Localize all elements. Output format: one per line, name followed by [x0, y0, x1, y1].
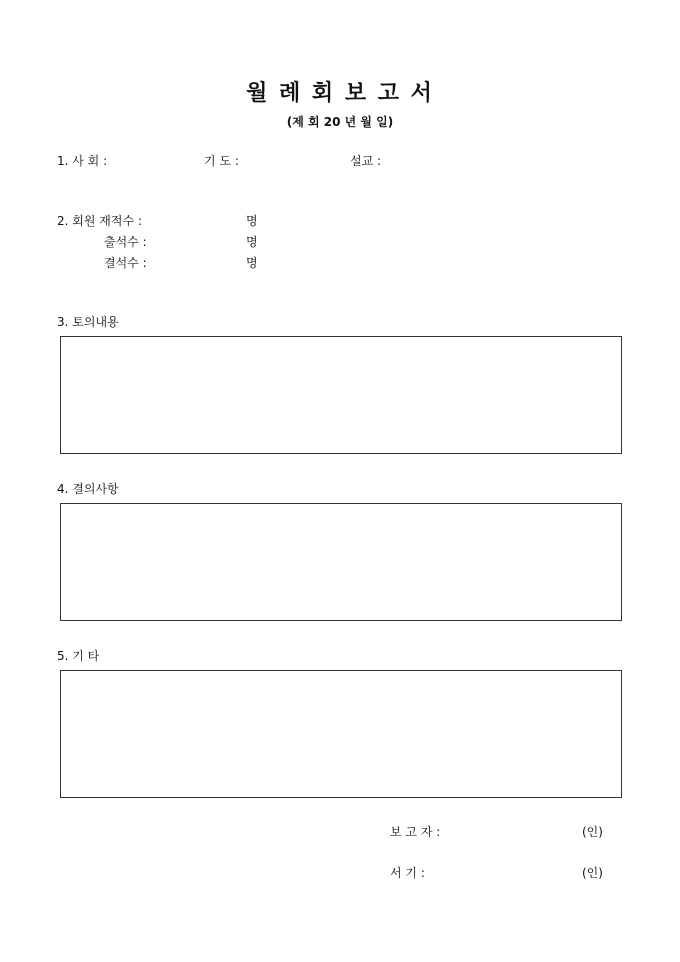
discussion-box[interactable]	[60, 336, 622, 454]
attendance-count-unit: 명	[246, 235, 258, 249]
attendance-count-label: 출석수 :	[104, 235, 147, 249]
enrolled-count-unit: 명	[246, 214, 258, 228]
secretary-seal: (인)	[582, 866, 603, 880]
resolutions-box[interactable]	[60, 503, 622, 621]
resolutions-label: 4. 결의사항	[57, 482, 119, 496]
presider-label: 1. 사 회 :	[57, 154, 108, 168]
secretary-label: 서 기 :	[390, 866, 425, 880]
discussion-label: 3. 토의내용	[57, 315, 119, 329]
reporter-seal: (인)	[582, 825, 603, 839]
prayer-label: 기 도 :	[204, 154, 239, 168]
enrolled-count-label: 2. 회원 재적수 :	[57, 214, 142, 228]
other-box[interactable]	[60, 670, 622, 798]
absence-count-label: 결석수 :	[104, 256, 147, 270]
sermon-label: 설교 :	[350, 154, 382, 168]
page-title: 월 례 회 보 고 서	[246, 80, 434, 106]
absence-count-unit: 명	[246, 256, 258, 270]
meeting-date-line: (제 회 20 년 월 일)	[286, 115, 394, 129]
reporter-label: 보 고 자 :	[390, 825, 441, 839]
other-label: 5. 기 타	[57, 649, 100, 663]
